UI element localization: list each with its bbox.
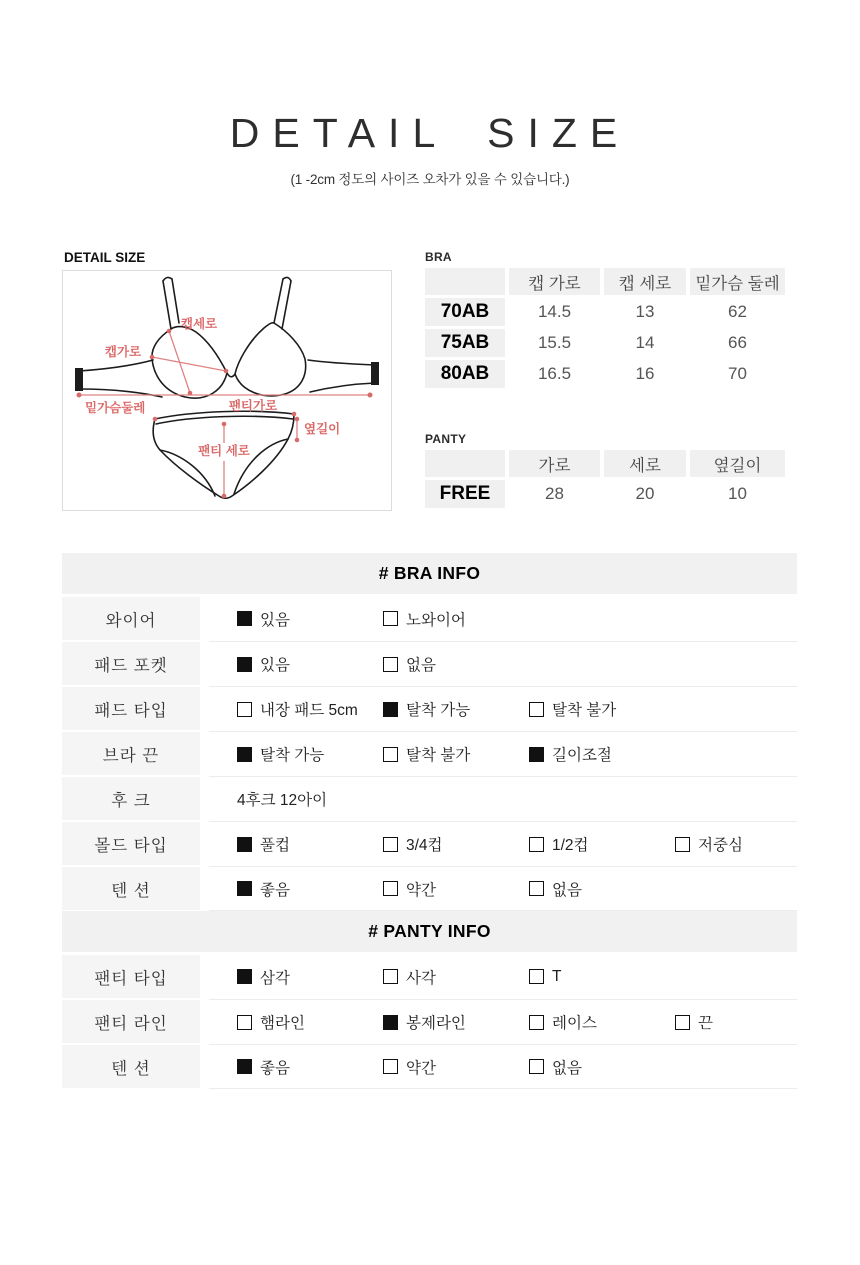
unchecked-box-icon [237,702,252,717]
info-row-content [209,866,797,911]
checkbox-item-label: 탈착 불가 [406,747,471,764]
checkbox-item [237,1056,383,1078]
info-table [62,553,797,1089]
page-subtitle: (1 -2cm 정도의 사이즈 오차가 있을 수 있습니다.) [290,172,570,187]
checkbox-item-label: 끈 [698,1015,713,1032]
checkbox-item-label: 풀컵 [260,837,290,854]
checkbox-item-label: 1/2컵 [552,837,589,854]
info-row-content [209,999,797,1044]
size-table-column-header: 캡 세로 [604,268,686,295]
info-section-header: # PANTY INFO [62,911,797,952]
checkbox-item-label: 좋음 [260,1059,290,1077]
unchecked-box-icon [675,1015,690,1030]
side-length-label: 옆길이 [304,422,341,436]
checkbox-item [237,698,383,720]
checkbox-item-label: 약간 [406,1059,436,1077]
checkbox-item [529,743,675,765]
info-row [62,641,797,686]
size-value-cell: 13 [635,302,655,321]
checkbox-item [529,833,675,855]
cap-vertical-label: 캡세로 [180,317,218,331]
size-table-block-bra [425,250,797,388]
info-row [62,1044,797,1089]
underbust-label: 밑가슴둘레 [85,401,146,415]
size-row-label: 70AB [425,298,505,326]
size-value-cell: 14 [635,333,655,352]
unchecked-box-icon [237,1015,252,1030]
checkbox-item [529,1056,675,1078]
checked-box-icon [237,837,252,852]
checked-box-icon [237,969,252,984]
checkbox-item [383,966,529,988]
size-value-cell: 15.5 [537,333,572,352]
checked-box-icon [383,702,398,717]
info-row [62,731,797,776]
page-title: DETAIL SIZE [229,110,631,156]
measurement-diagram [62,250,392,511]
size-table-name: BRA [425,250,452,264]
checked-box-icon [237,611,252,626]
size-value-cell: 70 [728,364,747,383]
checkbox-item [237,608,383,630]
checkbox-item [237,1011,383,1033]
checked-box-icon [237,747,252,762]
checkbox-item [529,968,675,986]
checkbox-item [383,698,529,720]
checkbox-item [237,833,383,855]
unchecked-box-icon [675,837,690,852]
info-row-content [209,821,797,866]
diagram-title: DETAIL SIZE [64,250,146,265]
checkbox-item-label: 길이조절 [552,747,612,764]
checkbox-item [237,653,383,675]
unchecked-box-icon [383,1059,398,1074]
unchecked-box-icon [383,611,398,626]
checkbox-item-label: 3/4컵 [406,837,443,854]
size-row-label: 75AB [425,329,505,357]
unchecked-box-icon [383,837,398,852]
unchecked-box-icon [529,969,544,984]
bra-panty-illustration [63,271,391,510]
size-table-corner-cell [425,268,505,295]
info-row-content [209,776,797,821]
size-table-block-panty [425,432,797,508]
checkbox-item [675,833,797,855]
checkbox-item-label: 노와이어 [406,611,466,629]
info-row-label: 몰드 타입 [62,822,200,865]
info-row [62,954,797,999]
checkbox-item [675,1011,797,1033]
info-row-label: 팬티 타입 [62,955,200,998]
info-row-content [209,596,797,641]
info-row-content [209,731,797,776]
size-value-cell: 16 [635,364,655,383]
unchecked-box-icon [383,969,398,984]
size-value-cell: 28 [545,484,564,503]
size-table [425,268,797,388]
checkbox-item [529,698,675,720]
info-row-content [209,1044,797,1089]
size-table-corner-cell [425,450,505,477]
size-table [425,450,797,508]
garment-outline [75,277,379,498]
info-row-content [209,686,797,731]
size-value-cell: 62 [728,302,747,321]
diagram-canvas [62,270,392,511]
size-table-name: PANTY [425,432,467,446]
size-tables [425,250,797,508]
checkbox-item [237,878,383,900]
checkbox-item-label: 없음 [406,657,436,674]
info-row [62,866,797,911]
checkbox-item-label: 탈착 가능 [406,702,471,719]
unchecked-box-icon [529,1059,544,1074]
unchecked-box-icon [529,837,544,852]
info-row-label: 패드 포켓 [62,642,200,685]
checkbox-item [383,653,529,675]
info-row-label: 팬티 라인 [62,1000,200,1043]
info-row-content [209,954,797,999]
checked-box-icon [237,881,252,896]
info-row-label: 브라 끈 [62,732,200,775]
size-row-label: FREE [425,480,505,508]
checkbox-item [383,608,529,630]
size-value-cell: 66 [728,333,747,352]
cap-horizontal-label: 캡가로 [104,345,142,359]
size-table-column-header: 밑가슴 둘레 [690,268,785,295]
checkbox-item-label: 사각 [406,969,436,987]
info-row [62,596,797,641]
unchecked-box-icon [383,657,398,672]
checkbox-item [237,743,383,765]
checkbox-item [237,966,383,988]
checkbox-item-label: 좋음 [260,881,290,899]
info-row [62,821,797,866]
checkbox-item-label: 있음 [260,657,290,674]
size-table-column-header: 캡 가로 [509,268,600,295]
checkbox-item [383,1056,529,1078]
checkbox-item [383,878,529,900]
checkbox-item-label: 탈착 불가 [552,702,617,719]
checked-box-icon [529,747,544,762]
checkbox-item-label: 탈착 가능 [260,747,325,764]
checked-box-icon [237,1059,252,1074]
checkbox-item-label: 없음 [552,881,582,899]
info-row-label: 텐 션 [62,867,200,910]
size-value-cell: 16.5 [537,364,572,383]
info-row [62,686,797,731]
checkbox-item-label: 삼각 [260,969,290,987]
size-table-column-header: 옆길이 [690,450,785,477]
checked-box-icon [237,657,252,672]
checkbox-item [529,1011,675,1033]
unchecked-box-icon [383,881,398,896]
size-table-column-header: 세로 [604,450,686,477]
info-section-header: # BRA INFO [62,553,797,594]
info-row [62,776,797,821]
size-value-cell: 10 [728,484,747,503]
checkbox-item-label: 햄라인 [260,1015,305,1032]
checkbox-item [383,833,529,855]
unchecked-box-icon [529,1015,544,1030]
info-row-label: 텐 션 [62,1045,200,1088]
panty-width-label: 팬티가로 [228,399,278,413]
unchecked-box-icon [529,881,544,896]
checkbox-item-label: 내장 패드 5cm [260,702,358,719]
info-row [62,999,797,1044]
checkbox-item [529,878,675,900]
unchecked-box-icon [383,747,398,762]
size-table-column-header: 가로 [509,450,600,477]
info-row-content [209,641,797,686]
panty-vertical-label: 팬티 세로 [198,444,250,458]
checkbox-item [383,1011,529,1033]
checked-box-icon [383,1015,398,1030]
checkbox-item-label: 없음 [552,1059,582,1077]
info-row-text: 4후크 12아이 [237,792,328,809]
unchecked-box-icon [529,702,544,717]
checkbox-item-label: 약간 [406,881,436,899]
checkbox-item-label: 저중심 [698,837,743,854]
checkbox-item-label: 봉제라인 [406,1015,466,1032]
checkbox-item-label: 있음 [260,611,290,629]
checkbox-item [383,743,529,765]
checkbox-item-label: 레이스 [552,1015,597,1032]
info-row-label: 와이어 [62,597,200,640]
size-value-cell: 20 [635,484,655,503]
size-value-cell: 14.5 [537,302,572,321]
size-row-label: 80AB [425,360,505,388]
info-row-label: 후 크 [62,777,200,820]
info-row-label: 패드 타입 [62,687,200,730]
checkbox-item-label: T [552,967,562,985]
